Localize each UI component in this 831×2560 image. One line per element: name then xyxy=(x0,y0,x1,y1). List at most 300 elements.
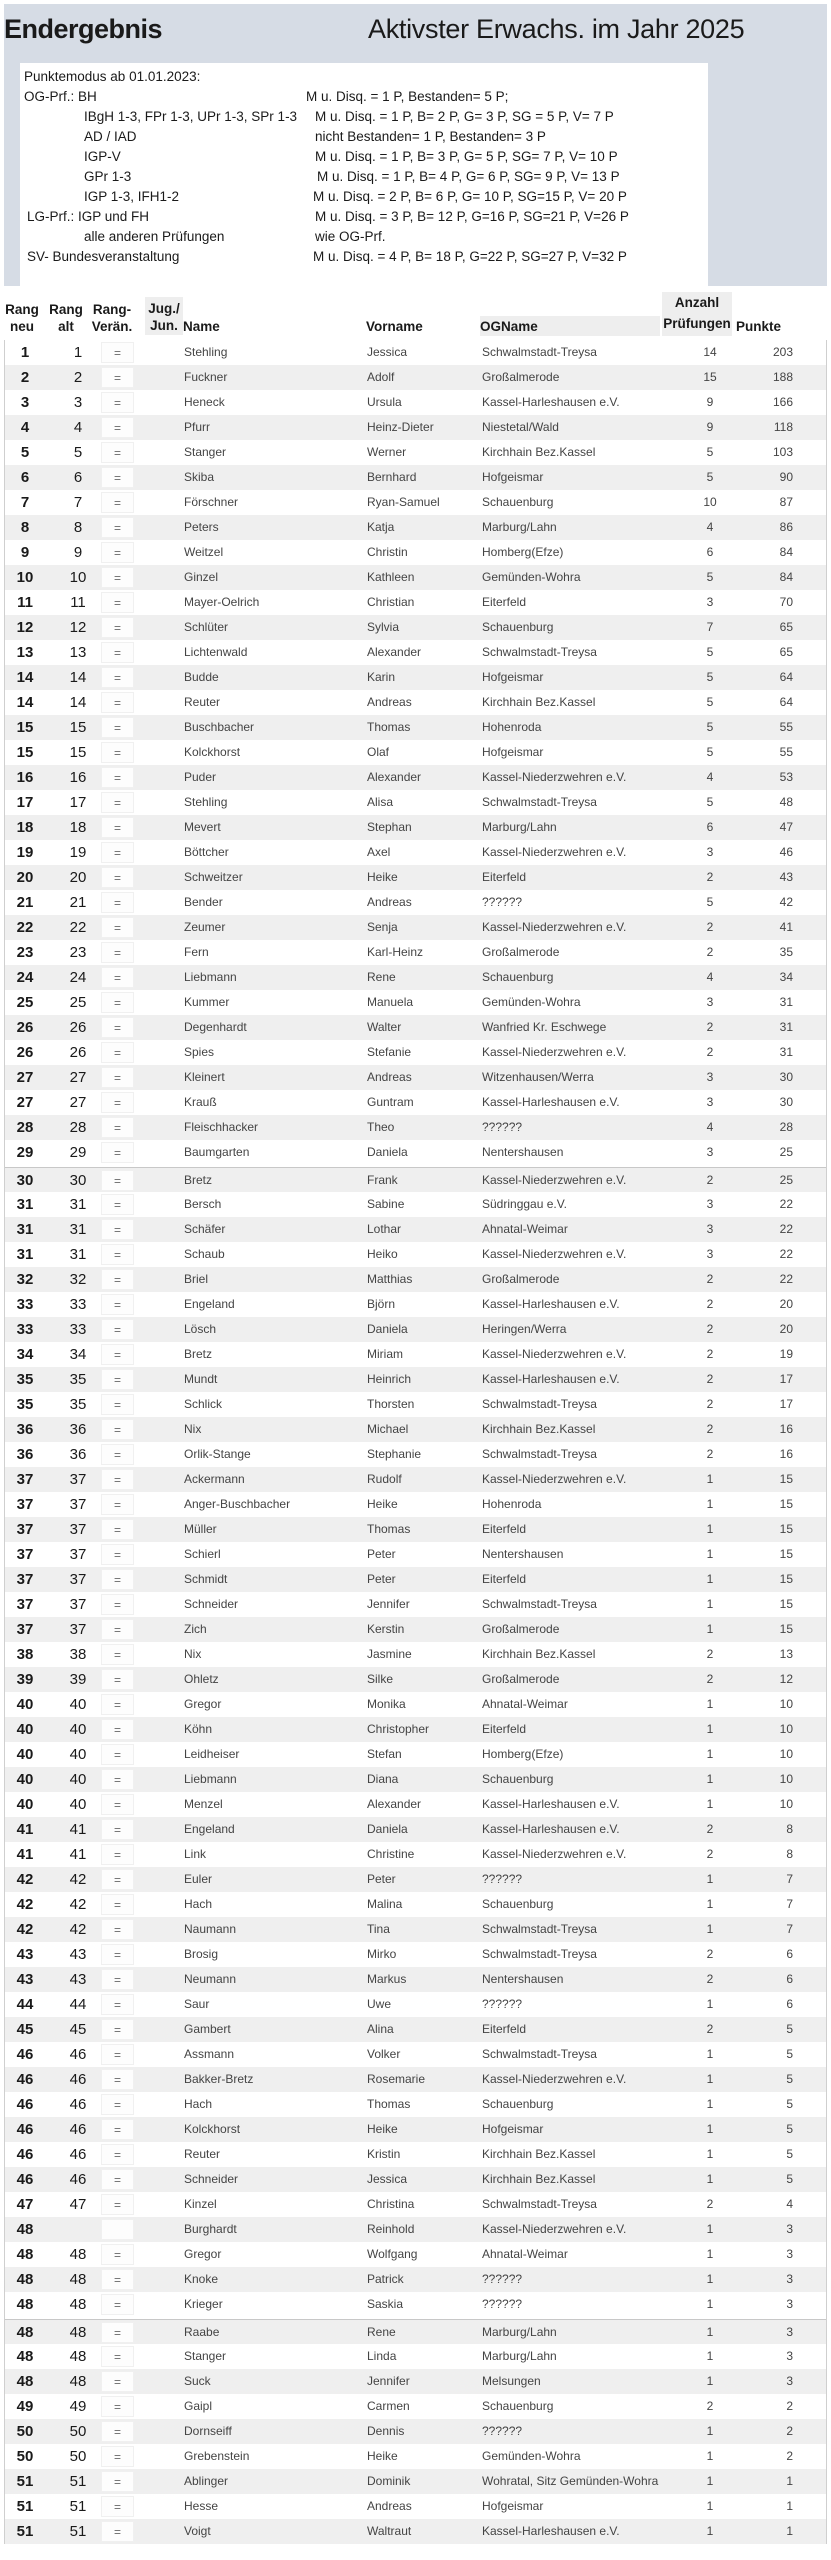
name: Peters xyxy=(184,520,219,534)
rang-veraenderung: = xyxy=(101,542,134,563)
rang-veraenderung: = xyxy=(101,1844,134,1865)
name: Lösch xyxy=(184,1322,217,1336)
rang-neu: 47 xyxy=(16,2196,34,2213)
vorname: Thomas xyxy=(367,720,411,734)
og-name: Südringgau e.V. xyxy=(482,1197,567,1211)
rang-alt: 51 xyxy=(69,2473,87,2490)
name: Leidheiser xyxy=(184,1747,240,1761)
rang-alt: 39 xyxy=(69,1671,87,1688)
rang-neu: 43 xyxy=(16,1946,34,1963)
rang-neu: 45 xyxy=(16,2021,34,2038)
rule-line xyxy=(24,87,708,107)
rang-alt: 31 xyxy=(69,1246,87,1263)
table-row xyxy=(5,2419,826,2444)
table-row xyxy=(5,2017,826,2042)
table-row xyxy=(5,1592,826,1617)
name: Puder xyxy=(184,770,217,784)
rang-veraenderung: = xyxy=(101,1919,134,1940)
anzahl-pruefungen: 5 xyxy=(706,745,714,759)
og-name: Großalmerode xyxy=(482,1272,560,1286)
rang-neu: 33 xyxy=(16,1321,34,1338)
og-name: Schauenburg xyxy=(482,2097,554,2111)
name: Müller xyxy=(184,1522,217,1536)
table-row xyxy=(5,2067,826,2092)
rang-neu: 48 xyxy=(16,2246,34,2263)
punkte: 16 xyxy=(779,1447,793,1461)
punkte: 17 xyxy=(779,1372,793,1386)
rang-neu: 21 xyxy=(16,894,34,911)
table-row xyxy=(5,1367,826,1392)
og-name: Kirchhain Bez.Kassel xyxy=(482,1422,596,1436)
punkte: 17 xyxy=(779,1397,793,1411)
table-row xyxy=(5,1817,826,1842)
rang-neu: 13 xyxy=(16,644,34,661)
name: Mayer-Oelrich xyxy=(184,595,260,609)
header-ogname: OGName xyxy=(480,316,660,336)
table-row xyxy=(5,965,826,990)
name: Bersch xyxy=(184,1197,222,1211)
rang-alt: 37 xyxy=(69,1571,87,1588)
vorname: Matthias xyxy=(367,1272,413,1286)
rang-neu: 36 xyxy=(16,1421,34,1438)
vorname: Senja xyxy=(367,920,398,934)
rang-neu: 35 xyxy=(16,1396,34,1413)
vorname: Alina xyxy=(367,2022,394,2036)
name: Ablinger xyxy=(184,2474,229,2488)
name: Böttcher xyxy=(184,845,229,859)
rang-veraenderung: = xyxy=(101,1569,134,1590)
anzahl-pruefungen: 1 xyxy=(706,1497,714,1511)
punkte: 1 xyxy=(786,2474,793,2488)
og-name: Nentershausen xyxy=(482,1547,564,1561)
vorname: Daniela xyxy=(367,1322,408,1336)
name: Schweitzer xyxy=(184,870,243,884)
anzahl-pruefungen: 3 xyxy=(706,845,714,859)
rang-veraenderung: = xyxy=(101,1092,134,1113)
header-jug-jun-line2: Jun. xyxy=(150,318,178,333)
rang-veraenderung: = xyxy=(101,2421,134,2442)
vorname: Stefanie xyxy=(367,1045,412,1059)
rang-alt: 37 xyxy=(69,1621,87,1638)
table-row xyxy=(5,1040,826,1065)
table-row xyxy=(5,1167,826,1192)
header-jug-jun-line1: Jug./ xyxy=(148,301,180,316)
rang-alt: 19 xyxy=(69,844,87,861)
table-row xyxy=(5,1992,826,2017)
rang-neu: 16 xyxy=(16,769,34,786)
rang-veraenderung: = xyxy=(101,867,134,888)
name: Zeumer xyxy=(184,920,226,934)
header-rang-veraen-line2: Verän. xyxy=(91,319,133,334)
anzahl-pruefungen: 1 xyxy=(706,1897,714,1911)
rang-veraenderung: = xyxy=(101,1819,134,1840)
rang-neu: 46 xyxy=(16,2046,34,2063)
rang-veraenderung: = xyxy=(101,1269,134,1290)
name: Mevert xyxy=(184,820,221,834)
punkte: 3 xyxy=(786,2325,793,2339)
name: Pfurr xyxy=(184,420,211,434)
rang-alt: 40 xyxy=(69,1721,87,1738)
rang-veraenderung: = xyxy=(101,692,134,713)
rang-neu: 49 xyxy=(16,2398,34,2415)
anzahl-pruefungen: 2 xyxy=(706,1020,714,1034)
name: Suck xyxy=(184,2374,211,2388)
anzahl-pruefungen: 2 xyxy=(706,1447,714,1461)
vorname: Monika xyxy=(367,1697,406,1711)
punkte: 15 xyxy=(779,1472,793,1486)
rang-veraenderung: = xyxy=(101,767,134,788)
rang-alt: 13 xyxy=(69,644,87,661)
anzahl-pruefungen: 5 xyxy=(706,795,714,809)
rang-alt: 35 xyxy=(69,1371,87,1388)
name: Köhn xyxy=(184,1722,213,1736)
rang-veraenderung: = xyxy=(101,1117,134,1138)
name: Fuckner xyxy=(184,370,228,384)
rang-neu: 37 xyxy=(16,1496,34,1513)
rang-veraenderung: = xyxy=(101,1344,134,1365)
rang-veraenderung: = xyxy=(101,817,134,838)
rang-veraenderung: = xyxy=(101,1894,134,1915)
og-name: Marburg/Lahn xyxy=(482,2349,557,2363)
vorname: Andreas xyxy=(367,2499,412,2513)
rang-neu: 31 xyxy=(16,1246,34,1263)
table-row xyxy=(5,415,826,440)
punkte: 5 xyxy=(786,2022,793,2036)
anzahl-pruefungen: 2 xyxy=(706,1847,714,1861)
rang-neu: 11 xyxy=(17,594,33,611)
og-name: Ahnatal-Weimar xyxy=(482,2247,568,2261)
vorname: Saskia xyxy=(367,2297,404,2311)
table-row xyxy=(5,515,826,540)
table-row xyxy=(5,340,826,365)
name: Skiba xyxy=(184,470,215,484)
name: Bakker-Bretz xyxy=(184,2072,254,2086)
vorname: Thorsten xyxy=(367,1397,415,1411)
anzahl-pruefungen: 5 xyxy=(706,695,714,709)
rule-value: M u. Disq. = 1 P, B= 3 P, G= 5 P, SG= 7 P, V= 10 P xyxy=(315,149,618,164)
punkte: 5 xyxy=(786,2097,793,2111)
og-name: Schauenburg xyxy=(482,495,554,509)
anzahl-pruefungen: 1 xyxy=(706,1747,714,1761)
name: Euler xyxy=(184,1872,213,1886)
rang-alt: 43 xyxy=(69,1946,87,1963)
og-name: Hohenroda xyxy=(482,720,542,734)
rule-line xyxy=(24,127,708,147)
table-row xyxy=(5,940,826,965)
table-row xyxy=(5,1492,826,1517)
og-name: ?????? xyxy=(482,1997,523,2011)
rang-veraenderung: = xyxy=(101,2094,134,2115)
rang-neu: 43 xyxy=(16,1971,34,1988)
name: Krieger xyxy=(184,2297,223,2311)
og-name: Kirchhain Bez.Kassel xyxy=(482,2172,596,2186)
anzahl-pruefungen: 1 xyxy=(706,1547,714,1561)
rule-value: M u. Disq. = 1 P, B= 4 P, G= 6 P, SG= 9 P, V= 13 P xyxy=(317,169,620,184)
table-row xyxy=(5,1115,826,1140)
punkte: 31 xyxy=(779,1020,793,1034)
name: Liebmann xyxy=(184,970,237,984)
rang-veraenderung: = xyxy=(101,392,134,413)
anzahl-pruefungen: 1 xyxy=(706,1922,714,1936)
punkte: 5 xyxy=(786,2122,793,2136)
punkte: 3 xyxy=(786,2349,793,2363)
table-row xyxy=(5,590,826,615)
rang-neu: 37 xyxy=(16,1521,34,1538)
rang-veraenderung: = xyxy=(101,2244,134,2265)
punkte: 1 xyxy=(786,2524,793,2538)
og-name: Gemünden-Wohra xyxy=(482,2449,581,2463)
vorname: Christopher xyxy=(367,1722,430,1736)
vorname: Waltraut xyxy=(367,2524,412,2538)
rang-neu: 40 xyxy=(16,1796,34,1813)
anzahl-pruefungen: 1 xyxy=(706,2097,714,2111)
punkte: 28 xyxy=(779,1120,793,1134)
rang-veraenderung: = xyxy=(101,2294,134,2315)
anzahl-pruefungen: 1 xyxy=(706,1697,714,1711)
table-row xyxy=(5,990,826,1015)
vorname: Heike xyxy=(367,870,398,884)
punkte: 22 xyxy=(779,1247,793,1261)
punkte: 35 xyxy=(779,945,793,959)
rang-neu: 10 xyxy=(16,569,34,586)
og-name: Wanfried Kr. Eschwege xyxy=(482,1020,607,1034)
table-row xyxy=(5,1065,826,1090)
rang-veraenderung: = xyxy=(101,642,134,663)
name: Schäfer xyxy=(184,1222,226,1236)
rang-alt: 51 xyxy=(69,2523,87,2540)
rang-neu: 50 xyxy=(16,2423,34,2440)
name: Burghardt xyxy=(184,2222,237,2236)
table-row xyxy=(5,1692,826,1717)
name: Kolckhorst xyxy=(184,745,241,759)
og-name: Eiterfeld xyxy=(482,1522,527,1536)
rang-veraenderung: = xyxy=(101,1394,134,1415)
rule-value: M u. Disq. = 3 P, B= 12 P, G=16 P, SG=21 P, V=26 P xyxy=(315,209,629,224)
name: Förschner xyxy=(184,495,239,509)
og-name: Hohenroda xyxy=(482,1497,542,1511)
name: Schmidt xyxy=(184,1572,228,1586)
anzahl-pruefungen: 4 xyxy=(706,520,714,534)
table-row xyxy=(5,1717,826,1742)
rang-veraenderung: = xyxy=(101,2069,134,2090)
og-name: ?????? xyxy=(482,2272,523,2286)
og-name: Kassel-Harleshausen e.V. xyxy=(482,1797,620,1811)
vorname: Ursula xyxy=(367,395,402,409)
rang-veraenderung: = xyxy=(101,2446,134,2467)
rang-neu: 5 xyxy=(20,444,30,461)
vorname: Patrick xyxy=(367,2272,404,2286)
og-name: Kassel-Niederzwehren e.V. xyxy=(482,1472,627,1486)
vorname: Heiko xyxy=(367,1247,398,1261)
og-name: Ahnatal-Weimar xyxy=(482,1222,568,1236)
punkte: 7 xyxy=(786,1897,793,1911)
vorname: Olaf xyxy=(367,745,390,759)
vorname: Silke xyxy=(367,1672,394,1686)
name: Mundt xyxy=(184,1372,218,1386)
rang-veraenderung: = xyxy=(101,1694,134,1715)
punkte: 15 xyxy=(779,1497,793,1511)
rang-veraenderung: = xyxy=(101,1244,134,1265)
og-name: Schauenburg xyxy=(482,2399,554,2413)
og-name: Schwalmstadt-Treysa xyxy=(482,1597,597,1611)
rang-neu: 15 xyxy=(16,744,34,761)
og-name: ?????? xyxy=(482,2297,523,2311)
og-name: Schwalmstadt-Treysa xyxy=(482,1397,597,1411)
header-vorname: Vorname xyxy=(366,319,423,334)
rule-value: M u. Disq. = 4 P, B= 18 P, G=22 P, SG=27 P, V=32 P xyxy=(313,249,627,264)
anzahl-pruefungen: 5 xyxy=(706,895,714,909)
rang-veraenderung: = xyxy=(101,1219,134,1240)
og-name: Kassel-Niederzwehren e.V. xyxy=(482,1173,627,1187)
rang-veraenderung: = xyxy=(101,2396,134,2417)
header-jug-jun xyxy=(145,297,183,335)
rang-veraenderung: = xyxy=(101,1594,134,1615)
rang-alt: 36 xyxy=(69,1421,87,1438)
rang-alt: 34 xyxy=(69,1346,87,1363)
rang-alt: 26 xyxy=(69,1044,87,1061)
table-row xyxy=(5,1842,826,1867)
anzahl-pruefungen: 2 xyxy=(706,1672,714,1686)
rang-alt: 32 xyxy=(69,1271,87,1288)
header-name: Name xyxy=(183,319,220,334)
vorname: Stephanie xyxy=(367,1447,422,1461)
og-name: Eiterfeld xyxy=(482,1722,527,1736)
table-row xyxy=(5,1792,826,1817)
punkte: 84 xyxy=(779,570,793,584)
rang-veraenderung: = xyxy=(101,467,134,488)
rang-alt: 30 xyxy=(69,1172,87,1189)
rules-heading-text: Punktemodus ab 01.01.2023: xyxy=(24,69,201,84)
og-name: ?????? xyxy=(482,895,523,909)
og-name: Schwalmstadt-Treysa xyxy=(482,345,597,359)
anzahl-pruefungen: 1 xyxy=(706,2122,714,2136)
name: Kolckhorst xyxy=(184,2122,241,2136)
og-name: Kassel-Niederzwehren e.V. xyxy=(482,1247,627,1261)
header-rang-alt-line2: alt xyxy=(58,319,74,334)
vorname: Rudolf xyxy=(367,1472,402,1486)
og-name: Kassel-Niederzwehren e.V. xyxy=(482,2072,627,2086)
rang-veraenderung: = xyxy=(101,667,134,688)
punkte: 15 xyxy=(779,1572,793,1586)
rang-veraenderung: = xyxy=(101,1194,134,1215)
anzahl-pruefungen: 6 xyxy=(706,820,714,834)
anzahl-pruefungen: 3 xyxy=(706,1070,714,1084)
table-row xyxy=(5,2192,826,2217)
rang-alt: 22 xyxy=(69,919,87,936)
anzahl-pruefungen: 2 xyxy=(706,870,714,884)
anzahl-pruefungen: 1 xyxy=(706,2147,714,2161)
rang-veraenderung: = xyxy=(101,1619,134,1640)
table-row xyxy=(5,1767,826,1792)
vorname: Alisa xyxy=(367,795,394,809)
name: Liebmann xyxy=(184,1772,237,1786)
vorname: Karin xyxy=(367,670,396,684)
punkte: 118 xyxy=(773,420,793,434)
name: Fleischhacker xyxy=(184,1120,259,1134)
punkte: 5 xyxy=(786,2072,793,2086)
rang-veraenderung: = xyxy=(101,1669,134,1690)
punkte: 90 xyxy=(779,470,793,484)
table-row xyxy=(5,1517,826,1542)
name: Stanger xyxy=(184,2349,227,2363)
anzahl-pruefungen: 1 xyxy=(706,2072,714,2086)
rang-neu: 19 xyxy=(16,844,34,861)
name: Knoke xyxy=(184,2272,219,2286)
og-name: Kassel-Harleshausen e.V. xyxy=(482,395,620,409)
anzahl-pruefungen: 1 xyxy=(706,2172,714,2186)
anzahl-pruefungen: 2 xyxy=(706,2197,714,2211)
rang-neu: 46 xyxy=(16,2096,34,2113)
table-row xyxy=(5,790,826,815)
rang-neu: 29 xyxy=(16,1144,34,1161)
rang-alt: 47 xyxy=(69,2196,87,2213)
rang-alt: 16 xyxy=(69,769,87,786)
table-row xyxy=(5,390,826,415)
og-name: ?????? xyxy=(482,2424,523,2438)
rang-alt: 36 xyxy=(69,1446,87,1463)
punkte: 2 xyxy=(786,2424,793,2438)
punkte: 86 xyxy=(779,520,793,534)
vorname: Volker xyxy=(367,2047,401,2061)
rang-neu: 8 xyxy=(20,519,30,536)
anzahl-pruefungen: 3 xyxy=(706,1197,714,1211)
rang-veraenderung: = xyxy=(101,1444,134,1465)
rang-veraenderung: = xyxy=(101,1744,134,1765)
rule-label: alle anderen Prüfungen xyxy=(84,229,225,244)
punkte: 13 xyxy=(779,1647,793,1661)
anzahl-pruefungen: 1 xyxy=(706,2349,714,2363)
rang-neu: 42 xyxy=(16,1896,34,1913)
rang-veraenderung: = xyxy=(101,492,134,513)
rang-alt: 37 xyxy=(69,1496,87,1513)
og-name: Schwalmstadt-Treysa xyxy=(482,795,597,809)
punkte: 48 xyxy=(779,795,793,809)
vorname: Heike xyxy=(367,1497,398,1511)
rang-neu: 51 xyxy=(16,2498,34,2515)
name: Gambert xyxy=(184,2022,231,2036)
rang-veraenderung: = xyxy=(101,1944,134,1965)
rang-veraenderung: = xyxy=(101,2044,134,2065)
rang-alt: 31 xyxy=(69,1196,87,1213)
rang-alt: 17 xyxy=(69,794,87,811)
rang-alt: 40 xyxy=(69,1746,87,1763)
name: Ginzel xyxy=(184,570,219,584)
rang-veraenderung: = xyxy=(101,2322,134,2343)
punkte: 203 xyxy=(772,345,793,359)
anzahl-pruefungen: 3 xyxy=(706,1247,714,1261)
name: Nix xyxy=(184,1422,202,1436)
anzahl-pruefungen: 2 xyxy=(706,1372,714,1386)
name: Menzel xyxy=(184,1797,223,1811)
punkte: 31 xyxy=(779,1045,793,1059)
rang-neu: 46 xyxy=(16,2171,34,2188)
rang-alt: 48 xyxy=(69,2348,87,2365)
vorname: Axel xyxy=(367,845,391,859)
table-row xyxy=(5,690,826,715)
og-name: Großalmerode xyxy=(482,370,560,384)
rule-label: IGP 1-3, IFH1-2 xyxy=(84,189,180,204)
anzahl-pruefungen: 1 xyxy=(706,1522,714,1536)
vorname: Heike xyxy=(367,2122,398,2136)
anzahl-pruefungen: 1 xyxy=(706,1872,714,1886)
rang-neu: 51 xyxy=(16,2473,34,2490)
og-name: Kassel-Niederzwehren e.V. xyxy=(482,845,627,859)
anzahl-pruefungen: 10 xyxy=(703,495,717,509)
rang-alt: 40 xyxy=(69,1696,87,1713)
table-row xyxy=(5,2242,826,2267)
rang-veraenderung: = xyxy=(101,342,134,363)
anzahl-pruefungen: 3 xyxy=(706,1145,714,1159)
